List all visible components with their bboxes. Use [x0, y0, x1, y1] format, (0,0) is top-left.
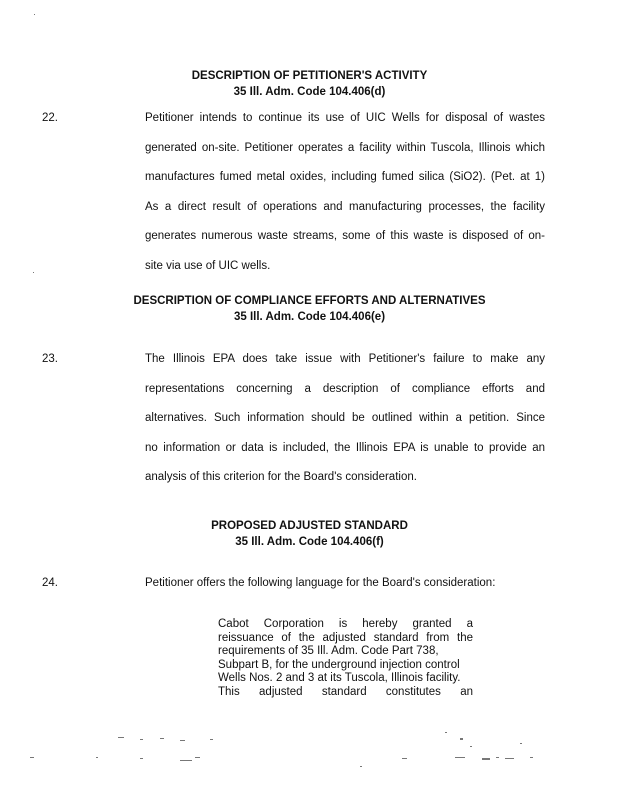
- section-citation: 35 Ill. Adm. Code 104.406(d): [233, 86, 386, 98]
- paragraph-22: [145, 104, 545, 281]
- quote-line: Subpart B, for the underground injection control: [218, 658, 460, 671]
- section-citation: 35 Ill. Adm. Code 104.406(f): [235, 536, 384, 548]
- paragraph-number: 23.: [42, 353, 58, 365]
- paragraph-line: site via use of UIC wells.: [145, 259, 271, 272]
- paragraph-number: 22.: [42, 112, 58, 124]
- section-heading-proposed-standard: [0, 518, 619, 550]
- proposed-language-block: [218, 618, 473, 700]
- paragraph-24: [145, 569, 565, 599]
- quote-line: reissuance of the adjusted standard from the: [218, 631, 473, 644]
- paragraph-line: generates numerous waste streams, some of this waste is disposed of on-: [145, 230, 545, 242]
- paragraph-line: The Illinois EPA does take issue with Petitioner's failure to make any: [145, 353, 545, 365]
- section-title: DESCRIPTION OF COMPLIANCE EFFORTS AND ALTERNATIVES: [133, 295, 486, 307]
- quote-line: requirements of 35 Ill. Adm. Code Part 738,: [218, 645, 439, 658]
- paragraph-line: Petitioner intends to continue its use of UIC Wells for disposal of wastes: [145, 112, 545, 124]
- quote-line: Cabot Corporation is hereby granted a: [218, 618, 473, 630]
- section-title: DESCRIPTION OF PETITIONER'S ACTIVITY: [191, 70, 428, 82]
- section-citation: 35 Ill. Adm. Code 104.406(e): [233, 311, 386, 323]
- section-heading-compliance: [0, 293, 619, 325]
- section-heading-activity: [0, 68, 619, 100]
- paragraph-line: no information or data is included, the Illinois EPA is unable to provide an: [145, 441, 545, 454]
- paragraph-line: representations concerning a description of compliance efforts and: [145, 382, 545, 395]
- paragraph-line: manufactures fumed metal oxides, including fumed silica (SiO2). (Pet. at 1): [145, 171, 545, 183]
- quote-line: Wells Nos. 2 and 3 at its Tuscola, Illinois facility.: [218, 672, 461, 685]
- paragraph-line: Petitioner offers the following language for the Board's consideration:: [145, 577, 496, 589]
- paragraph-23: [145, 345, 545, 493]
- paragraph-line: alternatives. Such information should be outlined within a petition. Since: [145, 412, 545, 424]
- paragraph-line: analysis of this criterion for the Board's consideration.: [145, 471, 417, 483]
- quote-line: This adjusted standard constitutes an: [218, 685, 473, 698]
- paragraph-line: generated on-site. Petitioner operates a facility within Tuscola, Illinois which: [145, 141, 545, 154]
- section-title: PROPOSED ADJUSTED STANDARD: [211, 520, 408, 532]
- paragraph-line: As a direct result of operations and manufacturing processes, the facility: [145, 200, 545, 213]
- paragraph-number: 24.: [42, 577, 58, 589]
